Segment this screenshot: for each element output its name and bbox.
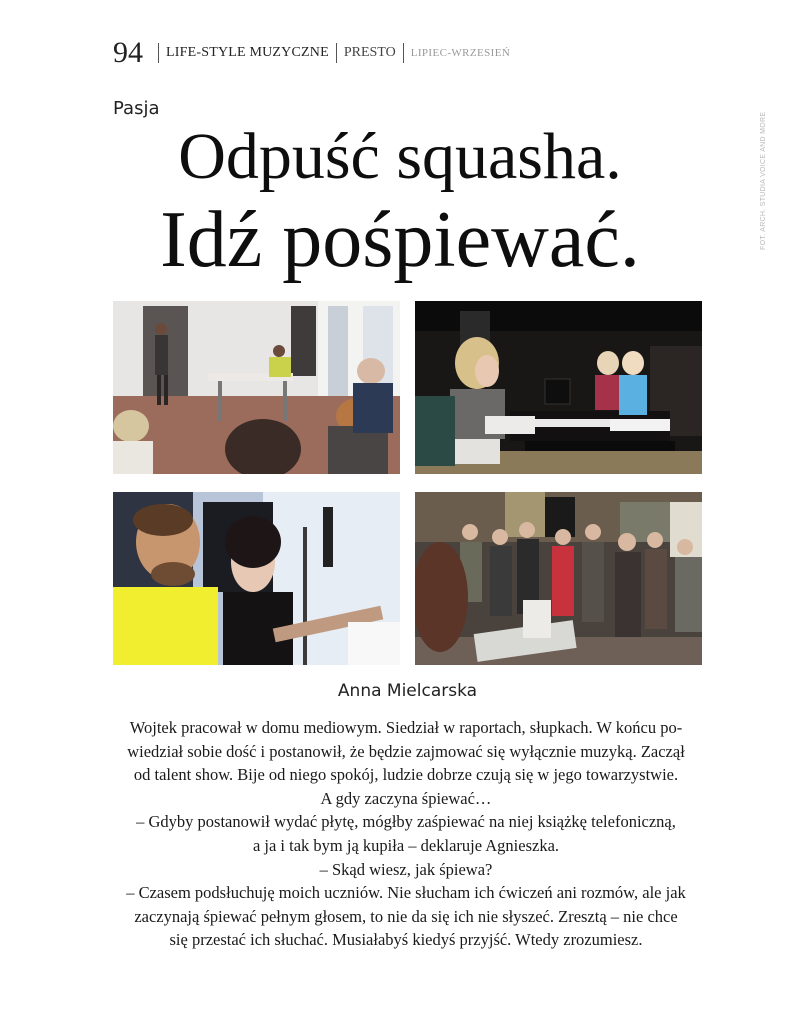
header-divider	[403, 43, 404, 63]
kicker-label: Pasja	[113, 98, 160, 119]
body-line: – Gdyby postanowił wydać płytę, mógłby zaśpiewać na niej książkę telefoniczną,	[136, 812, 676, 832]
section-name: LIFE-STYLE MUZYCZNE	[166, 45, 329, 60]
issue-date: LIPIEC-WRZESIEŃ	[410, 47, 511, 59]
body-line: – Skąd wiesz, jak śpiewa?	[319, 859, 493, 879]
photo-group-workshop	[415, 492, 702, 665]
body-line: wiedział sobie dość i postanowił, że będzie zajmować się wyłącznie muzyką. Zaczął	[127, 741, 685, 761]
body-line: A gdy zaczyna śpiewać…	[320, 788, 492, 808]
photo-piano-lesson	[415, 301, 702, 474]
body-line: zaczynają śpiewać pełnym głosem, to nie da się ich nie słyszeć. Zresztą – nie chce	[134, 906, 678, 926]
page-header	[113, 36, 510, 70]
header-divider	[336, 43, 337, 63]
body-line: Wojtek pracował w domu mediowym. Siedział w raportach, słupkach. W końcu po-	[129, 718, 683, 737]
body-line: się przestać ich słuchać. Musiałabyś kiedyś przyjść. Wtedy zrozumiesz.	[169, 930, 643, 950]
page-number: 94	[113, 36, 143, 69]
article-body	[108, 716, 704, 952]
body-line: od talent show. Bije od niego spokój, ludzie dobrze czują się w jego towarzystwie.	[133, 765, 679, 785]
photo-credit: FOT. ARCH. STUDIA VOICE AND MORE	[760, 111, 767, 250]
magazine-name: PRESTO	[343, 45, 396, 60]
headline-line-1: Odpuść squasha.	[178, 120, 622, 193]
headline-line-2: Idź pośpiewać.	[160, 196, 640, 284]
header-divider	[158, 43, 159, 63]
author-byline: Anna Mielcarska	[337, 681, 478, 701]
body-line: a ja i tak bym ją kupiła – deklaruje Agnieszka.	[252, 835, 560, 855]
photo-recording-studio	[113, 492, 400, 665]
photo-workshop-room	[113, 301, 400, 474]
body-line: – Czasem podsłuchuję moich uczniów. Nie słucham ich ćwiczeń ani rozmów, ale jak	[126, 883, 686, 903]
